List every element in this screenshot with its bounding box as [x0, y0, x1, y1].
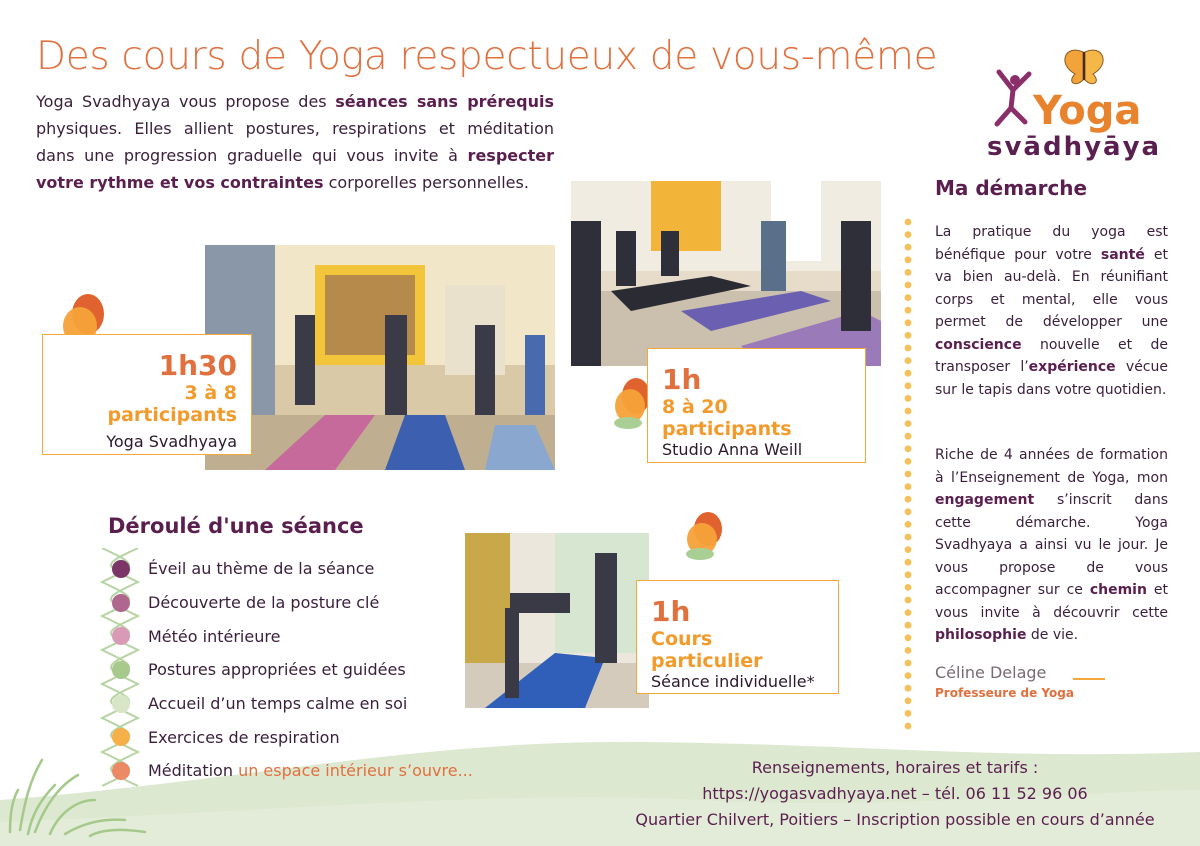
- seance-step: [104, 687, 473, 721]
- offer-location: Séance individuelle*: [651, 672, 815, 691]
- offer-group-size: Cours particulier: [651, 628, 763, 672]
- seance-title: Déroulé d'une séance: [108, 514, 364, 538]
- offer-location: Yoga Svadhyaya: [106, 432, 237, 451]
- seance-step: [104, 619, 473, 653]
- step-dot-icon: [112, 728, 130, 746]
- step-dot-icon: [112, 661, 130, 679]
- step-label: Découverte de la posture clé: [148, 593, 380, 613]
- logo: [985, 44, 1162, 164]
- logo-yoga-text: Yoga: [1033, 88, 1142, 134]
- signature-line: [1073, 678, 1105, 680]
- step-label: Postures appropriées et guidées: [148, 660, 406, 680]
- seance-step: [104, 552, 473, 586]
- dotted-divider: [903, 218, 913, 734]
- petal-icon: [682, 512, 728, 564]
- photo-private-class: [465, 533, 649, 708]
- offer-group-size: 3 à 8 participants: [107, 382, 237, 426]
- footer-line-address: Quartier Chilvert, Poitiers – Inscription possible en cours d’année: [635, 810, 1155, 829]
- demarche-title: Ma démarche: [935, 176, 1088, 200]
- offer-duration: 1h30: [158, 349, 237, 382]
- step-label: Éveil au thème de la séance: [148, 559, 375, 579]
- offer-card-private: [636, 580, 839, 694]
- butterfly-icon: [1065, 50, 1103, 84]
- offer-card-studio: [647, 348, 866, 463]
- seance-step: [104, 754, 473, 788]
- step-label: Exercices de respiration: [148, 727, 340, 747]
- seance-steps: [104, 552, 473, 788]
- footer-contact: [600, 755, 1190, 833]
- signature-role: Professeure de Yoga: [935, 686, 1074, 700]
- step-label: Accueil d’un temps calme en soi: [148, 694, 408, 714]
- offer-group-size: 8 à 20 participants: [662, 396, 792, 440]
- offer-card-group: [42, 334, 252, 455]
- demarche-paragraph-2: Riche de 4 années de formation à l’Enseignement de Yoga, mon engagement s’inscrit dans cette démarche. Yoga Svadhyaya a ainsi vu le jour. Je vous propose de vous accompagner sur ce chemin et vous invite à découvrir cette philosophie de vie.: [935, 447, 1168, 643]
- step-dot-icon: [112, 560, 130, 578]
- demarche-paragraph-1: La pratique du yoga est bénéfique pour votre santé et va bien au-delà. En réunifiant corps et mental, elle vous permet de développer une conscience nouvelle et de transposer l’expérience vécue sur le tapis dans votre quotidien.: [935, 224, 1168, 398]
- footer-line-info: Renseignements, horaires et tarifs :: [751, 758, 1039, 777]
- signature-name: Céline Delage: [935, 663, 1047, 682]
- offer-location: Studio Anna Weill: [662, 440, 803, 459]
- seance-step: [104, 653, 473, 687]
- step-dot-icon: [112, 627, 130, 645]
- step-dot-icon: [112, 594, 130, 612]
- logo-svadhyaya-text: svādhyāya: [987, 132, 1162, 162]
- seance-step: [104, 720, 473, 754]
- page-title: Des cours de Yoga respectueux de vous-même: [36, 34, 938, 79]
- step-label: Météo intérieure: [148, 626, 281, 646]
- step-dot-icon: [112, 695, 130, 713]
- intro-text: Yoga Svadhyaya vous propose des séances sans prérequis physiques. Elles allient postures, respirations et méditation dans une progression graduelle qui vous invite à respecter votre rythme et vos contraintes corporelles personnelles.: [36, 92, 554, 192]
- yoga-figure-icon: [997, 72, 1029, 124]
- photo-group-class: [205, 245, 555, 470]
- photo-studio-class: [571, 181, 881, 366]
- offer-duration: 1h: [662, 363, 702, 396]
- seance-step: [104, 586, 473, 620]
- footer-line-contact[interactable]: https://yogasvadhyaya.net – tél. 06 11 52 96 06: [702, 784, 1088, 803]
- offer-duration: 1h: [651, 595, 691, 628]
- step-label: Méditation un espace intérieur s’ouvre...: [148, 761, 473, 781]
- step-dot-icon: [112, 762, 130, 780]
